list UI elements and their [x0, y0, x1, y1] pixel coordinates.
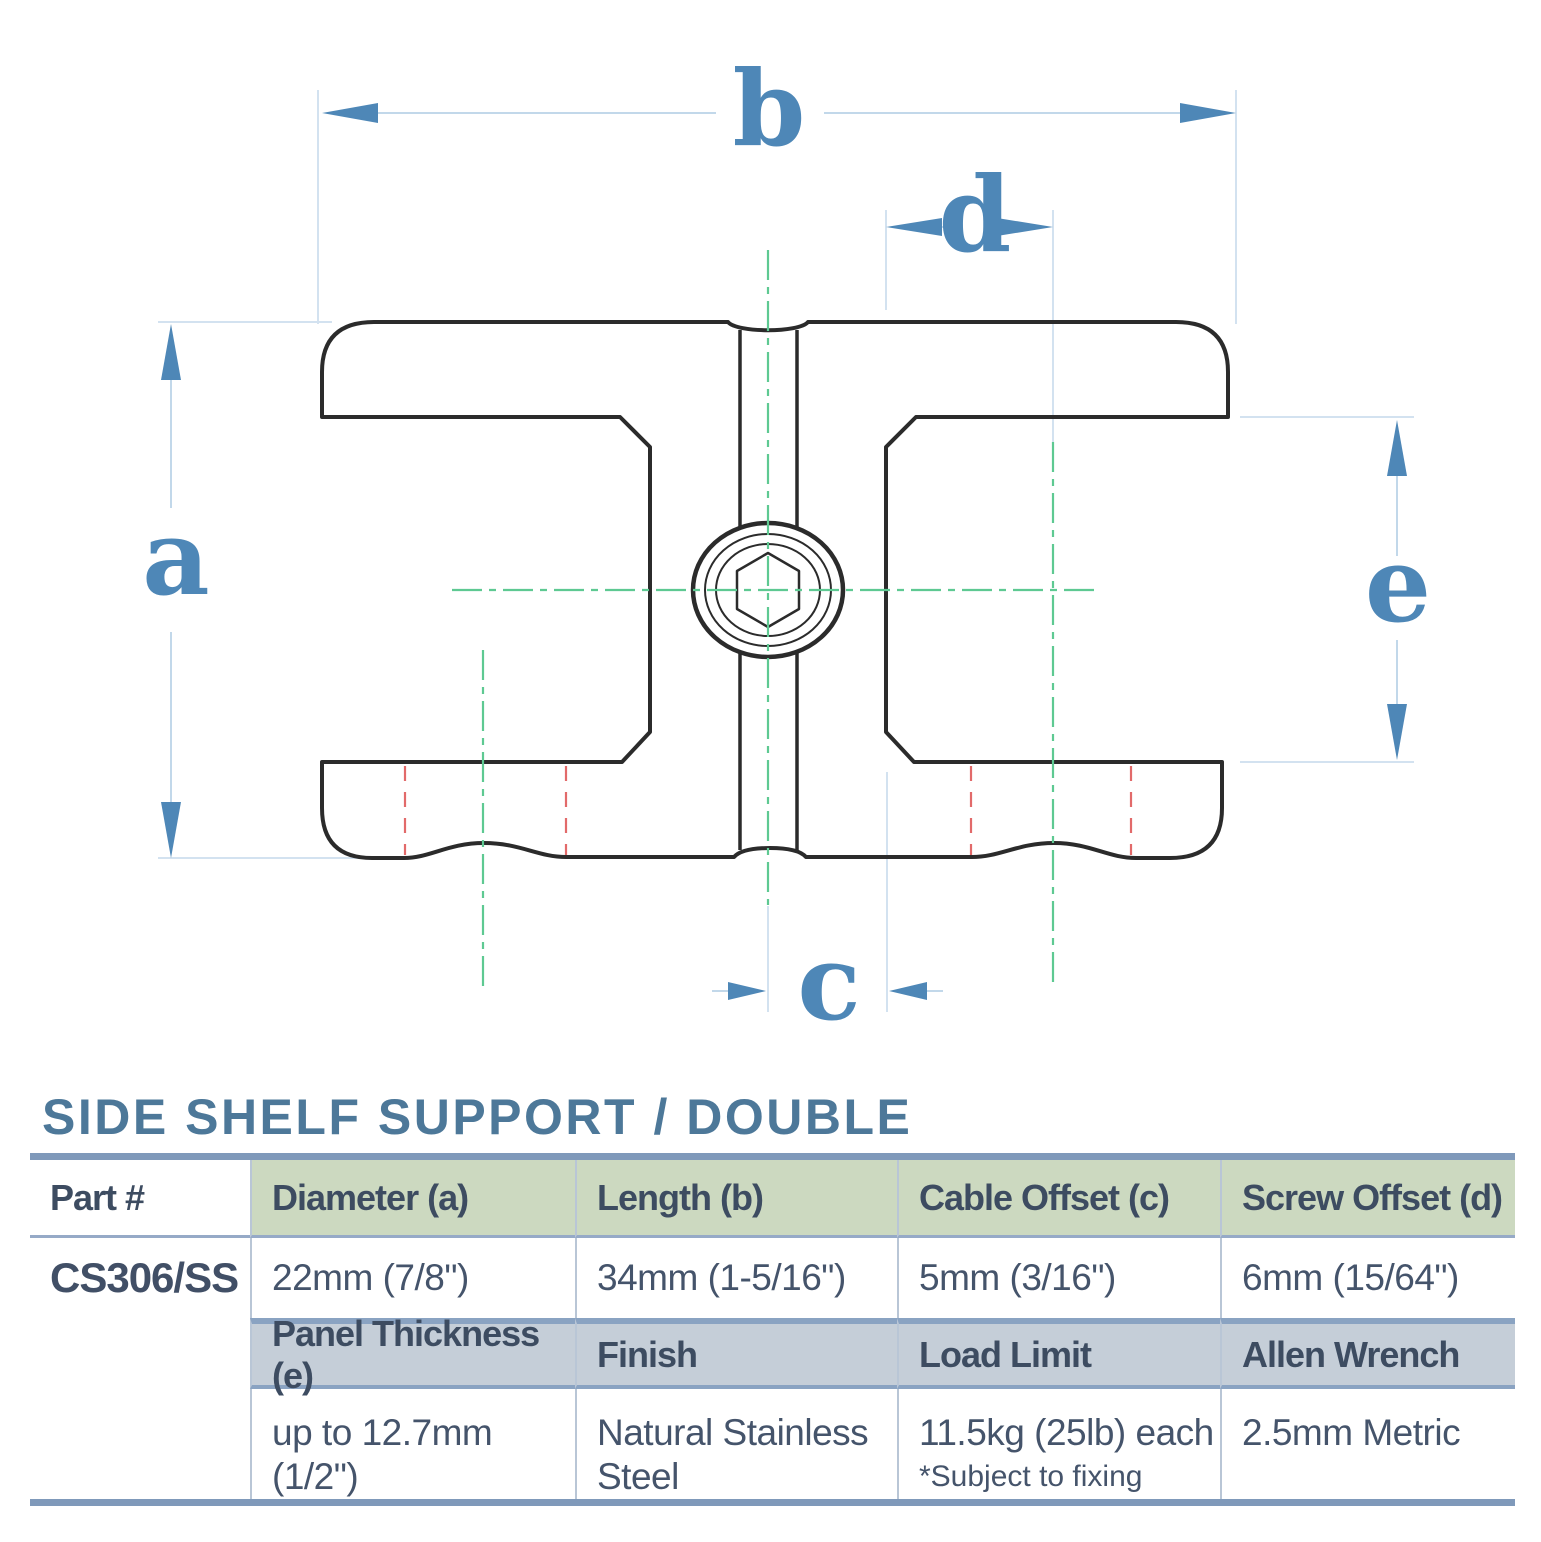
spacer-cell — [30, 1318, 250, 1389]
col-header-allen-wrench: Allen Wrench — [1220, 1318, 1515, 1389]
page-title: SIDE SHELF SUPPORT / DOUBLE — [42, 1089, 913, 1145]
value-length: 34mm (1-5/16") — [575, 1238, 897, 1318]
arrow-b-right — [1180, 103, 1236, 123]
col-header-length: Length (b) — [575, 1160, 897, 1238]
arrow-c-right — [889, 982, 927, 1000]
col-header-cable-offset: Cable Offset (c) — [897, 1160, 1220, 1238]
dim-label-e: e — [1364, 523, 1432, 646]
col-header-finish: Finish — [575, 1318, 897, 1389]
col-header-part: Part # — [30, 1160, 250, 1238]
value-screw-offset: 6mm (15/64") — [1220, 1238, 1515, 1318]
spacer-cell — [30, 1389, 250, 1499]
arrow-b-left — [322, 103, 378, 123]
arrow-d-left — [886, 218, 942, 236]
dim-label-d: d — [938, 153, 1012, 276]
value-cable-offset: 5mm (3/16") — [897, 1238, 1220, 1318]
arrow-e-top — [1387, 420, 1407, 476]
load-limit-footnote: *Subject to fixing — [919, 1459, 1143, 1493]
part-number: CS306/SS — [50, 1254, 239, 1301]
dim-label-b: b — [732, 47, 806, 170]
arrow-a-bottom — [161, 802, 181, 858]
col-header-load-limit: Load Limit — [897, 1318, 1220, 1389]
col-header-panel-thickness: Panel Thickness (e) — [250, 1318, 575, 1389]
value-diameter: 22mm (7/8") — [250, 1238, 575, 1318]
col-header-diameter: Diameter (a) — [250, 1160, 575, 1238]
spec-table — [30, 1153, 1515, 1506]
arrow-a-top — [161, 324, 181, 380]
arrow-e-bottom — [1387, 704, 1407, 760]
arrow-c-left — [728, 982, 766, 1000]
value-allen-wrench: 2.5mm Metric — [1220, 1389, 1515, 1499]
col-header-screw-offset: Screw Offset (d) — [1220, 1160, 1515, 1238]
value-panel-thickness: up to 12.7mm (1/2") — [250, 1389, 575, 1499]
dim-label-c: c — [797, 921, 861, 1044]
load-limit-value: 11.5kg (25lb) each — [919, 1412, 1214, 1453]
value-finish: Natural Stainless Steel — [575, 1389, 897, 1499]
value-load-limit — [897, 1389, 1220, 1499]
dim-label-a: a — [142, 496, 210, 619]
